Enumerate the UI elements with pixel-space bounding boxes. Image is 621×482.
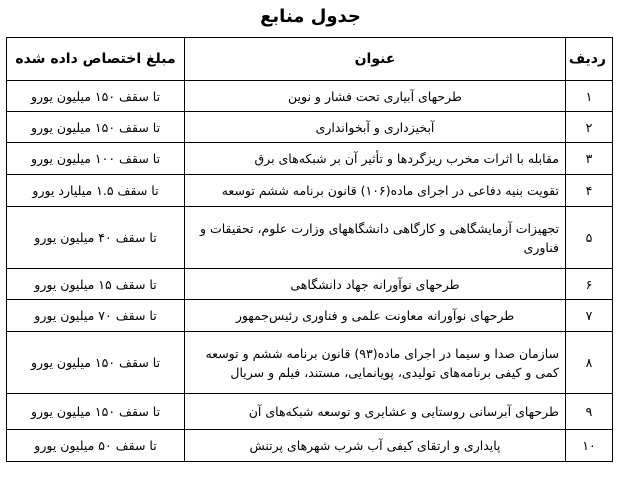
row-amount: تا سقف ۱۰۰ میلیون یورو xyxy=(7,143,185,175)
header-title: عنوان xyxy=(185,38,566,81)
row-title: طرحهای نوآورانه جهاد دانشگاهی xyxy=(185,269,566,300)
table-row xyxy=(7,112,613,143)
row-number: ۴ xyxy=(566,175,613,207)
row-title: آبخیزداری و آبخوانداری xyxy=(185,112,566,143)
row-number: ۹ xyxy=(566,394,613,430)
row-number: ۵ xyxy=(566,207,613,269)
row-amount: تا سقف ۱۵۰ میلیون یورو xyxy=(7,81,185,112)
table-row xyxy=(7,394,613,430)
row-number: ۳ xyxy=(566,143,613,175)
row-amount: تا سقف ۱۵۰ میلیون یورو xyxy=(7,112,185,143)
table-row xyxy=(7,269,613,300)
table-title: جدول منابع xyxy=(260,6,361,27)
row-title: طرحهای آبرسانی روستایی و عشایری و توسعه شبکه‌های آن xyxy=(185,394,566,430)
row-amount: تا سقف ۷۰ میلیون یورو xyxy=(7,300,185,332)
row-number: ۲ xyxy=(566,112,613,143)
row-title: مقابله با اثرات مخرب ریزگردها و تأثیر آن بر شبکه‌های برق xyxy=(185,143,566,175)
header-amount: مبلغ اختصاص داده شده xyxy=(7,38,185,81)
row-amount: تا سقف ۵۰ میلیون یورو xyxy=(7,430,185,462)
table-row xyxy=(7,300,613,332)
row-amount: تا سقف ۱۵۰ میلیون یورو xyxy=(7,332,185,394)
table-row xyxy=(7,430,613,462)
row-title: سازمان صدا و سیما در اجرای ماده(۹۳) قانون برنامه ششم و توسعه کمی و کیفی برنامه‌های تولیدی، پویانمایی، مستند، فیلم و سریال xyxy=(185,332,566,394)
row-number: ۸ xyxy=(566,332,613,394)
row-amount: تا سقف ۱.۵ میلیارد یورو xyxy=(7,175,185,207)
table-row xyxy=(7,207,613,269)
row-title: تقویت بنیه دفاعی در اجرای ماده(۱۰۶) قانون برنامه ششم توسعه xyxy=(185,175,566,207)
row-amount: تا سقف ۴۰ میلیون یورو xyxy=(7,207,185,269)
row-number: ۱ xyxy=(566,81,613,112)
row-title: تجهیزات آزمایشگاهی و کارگاهی دانشگاههای وزارت علوم، تحقیقات و فناوری xyxy=(185,207,566,269)
header-number: ردیف xyxy=(566,38,613,81)
header-row xyxy=(7,38,613,81)
table-row xyxy=(7,81,613,112)
table-row xyxy=(7,332,613,394)
table-row xyxy=(7,175,613,207)
row-title: طرحهای آبیاری تحت فشار و نوین xyxy=(185,81,566,112)
row-number: ۱۰ xyxy=(566,430,613,462)
table-row xyxy=(7,143,613,175)
row-number: ۷ xyxy=(566,300,613,332)
row-number: ۶ xyxy=(566,269,613,300)
row-amount: تا سقف ۱۵۰ میلیون یورو xyxy=(7,394,185,430)
row-title: پایداری و ارتقای کیفی آب شرب شهرهای پرتنش xyxy=(185,430,566,462)
row-title: طرحهای نوآورانه معاونت علمی و فناوری رئیس‌جمهور xyxy=(185,300,566,332)
row-amount: تا سقف ۱۵ میلیون یورو xyxy=(7,269,185,300)
resources-table xyxy=(6,37,613,462)
